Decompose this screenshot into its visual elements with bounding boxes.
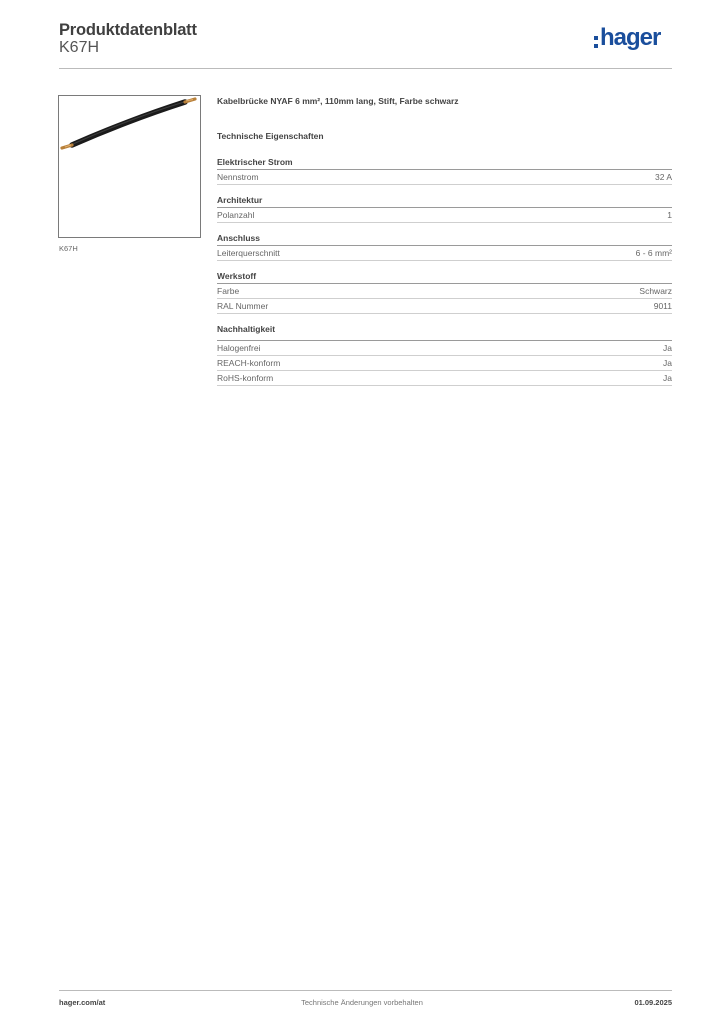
spec-value: 9011 — [653, 301, 672, 311]
image-caption: K67H — [59, 244, 78, 253]
hager-logo — [594, 24, 674, 57]
product-details — [217, 96, 672, 396]
header-divider — [59, 68, 672, 69]
page-title: Produktdatenblatt — [59, 21, 197, 39]
product-description: Kabelbrücke NYAF 6 mm², 110mm lang, Stift, Farbe schwarz — [217, 96, 459, 106]
spec-row — [217, 356, 672, 371]
spec-row — [217, 341, 672, 356]
spec-value: 32 A — [654, 172, 672, 182]
spec-group-nachhaltigkeit — [217, 324, 672, 386]
spec-label: Farbe — [217, 286, 240, 296]
spec-group-title: Architektur — [217, 195, 672, 208]
footer-website-link[interactable]: hager.com/at — [59, 998, 106, 1007]
spec-label: Leiterquerschnitt — [217, 248, 280, 258]
spec-group-elektrischer-strom — [217, 157, 672, 185]
product-code: K67H — [59, 39, 100, 56]
spec-value: 6 - 6 mm² — [635, 248, 672, 258]
logo-dots-icon — [594, 36, 598, 52]
product-image — [58, 95, 201, 238]
spec-group-title: Nachhaltigkeit — [217, 324, 672, 341]
footer-notice: Technische Änderungen vorbehalten — [301, 998, 423, 1007]
spec-group-title: Anschluss — [217, 233, 672, 246]
spec-group-architektur — [217, 195, 672, 223]
cable-bridge-icon — [59, 96, 200, 237]
spec-label: REACH-konform — [217, 358, 281, 368]
spec-group-title: Elektrischer Strom — [217, 157, 672, 170]
spec-row — [217, 246, 672, 261]
spec-value: Ja — [663, 358, 672, 368]
spec-row — [217, 299, 672, 314]
spec-label: Polanzahl — [217, 210, 255, 220]
spec-row — [217, 170, 672, 185]
spec-value: Schwarz — [639, 286, 672, 296]
spec-value: Ja — [663, 373, 672, 383]
footer-divider — [59, 990, 672, 991]
footer-date: 01.09.2025 — [634, 998, 672, 1007]
spec-label: Halogenfrei — [217, 343, 261, 353]
spec-row — [217, 208, 672, 223]
spec-label: RoHS-konform — [217, 373, 274, 383]
spec-group-title: Werkstoff — [217, 271, 672, 284]
spec-label: RAL Nummer — [217, 301, 269, 311]
spec-value: Ja — [663, 343, 672, 353]
spec-row — [217, 371, 672, 386]
section-heading: Technische Eigenschaften — [217, 131, 324, 141]
spec-value: 1 — [667, 210, 672, 220]
spec-row — [217, 284, 672, 299]
logo-text: hager — [600, 24, 661, 51]
spec-label: Nennstrom — [217, 172, 259, 182]
spec-group-werkstoff — [217, 271, 672, 314]
spec-group-anschluss — [217, 233, 672, 261]
